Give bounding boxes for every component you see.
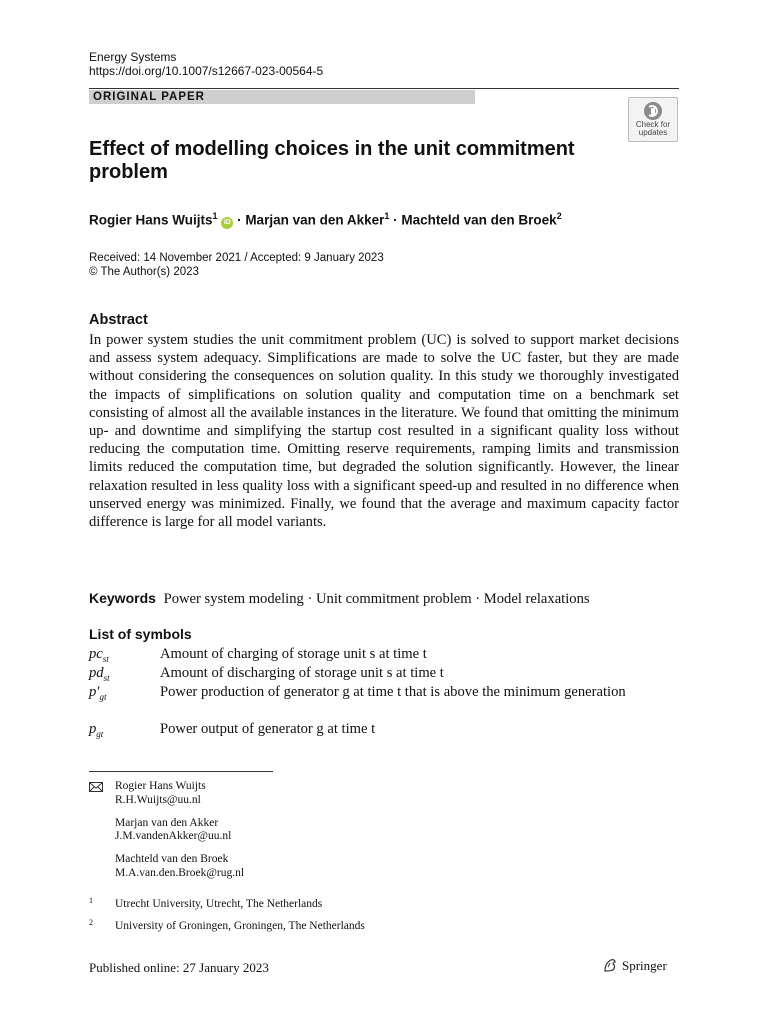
affiliation-number: 2	[89, 918, 93, 927]
orcid-icon[interactable]: iD	[221, 217, 233, 229]
springer-horse-icon	[602, 957, 618, 973]
publisher-logo[interactable]	[602, 957, 667, 974]
author-name[interactable]: Marjan van den Akker	[245, 212, 385, 228]
check-for-updates-badge[interactable]	[628, 97, 678, 142]
journal-name: Energy Systems	[89, 50, 177, 64]
author-separator: ·	[389, 212, 402, 228]
contact-email[interactable]: J.M.vandenAkker@uu.nl	[115, 830, 232, 843]
author-name[interactable]: Rogier Hans Wuijts	[89, 212, 213, 228]
abstract-text: In power system studies the unit commitment problem (UC) is solved to support market decisions and assess system adequacy. Simplifications are made to solve the UC faster, but they are made without considering the consequences on solution quality. In this study we thoroughly investigated the impacts of simplifications on solution quality and computation time on a benchmark set consisting of almost all the available instances in the literature. We found that omitting the minimum up- and downtime and simplifying the startup cost resulted in a significant quality loss without reducing the computation time. Omitting reserve requirements, ramping limits and transmission limits reduced the computation time, but degraded the solution significantly. However, the linear relaxation resulted in less quality loss with a significant speed-up and resulted in no difference when unserved energy was minimized. Finally, we found that the average and maximum capacity factor difference is large for all model variants.	[89, 332, 679, 531]
check-updates-line1: Check for	[635, 120, 671, 129]
affiliation-text: University of Groningen, Groningen, The Netherlands	[115, 920, 365, 932]
header-rule	[89, 88, 679, 89]
symbol-description: Power output of generator g at time t	[160, 721, 376, 737]
abstract-heading: Abstract	[89, 312, 148, 328]
paper-title: Effect of modelling choices in the unit commitment problem	[89, 138, 575, 183]
contact-name: Machteld van den Broek	[115, 853, 229, 866]
symbol: $p_{gt}$	[89, 721, 104, 739]
publisher-name: Springer	[622, 958, 667, 973]
contact-entry	[89, 780, 244, 808]
paper-type-label: ORIGINAL PAPER	[89, 90, 475, 104]
author-name[interactable]: Machteld van den Broek	[401, 212, 557, 228]
contact-name: Marjan van den Akker	[115, 816, 219, 829]
affiliation-entry	[89, 897, 365, 911]
affiliation-list	[89, 897, 365, 941]
symbol: $p'_{gt}$	[89, 684, 107, 702]
affiliation-text: Utrecht University, Utrecht, The Netherlands	[115, 898, 323, 910]
symbol: $pc_{st}$	[89, 646, 109, 664]
author-affiliation: 2	[556, 211, 562, 221]
keywords-text: Power system modeling · Unit commitment problem · Model relaxations	[163, 591, 590, 607]
journal-info	[89, 50, 323, 78]
symbols-heading: List of symbols	[89, 626, 192, 642]
author-affiliation: 1	[212, 211, 218, 221]
contact-entry	[89, 853, 244, 881]
journal-doi[interactable]: https://doi.org/10.1007/s12667-023-00564-5	[89, 64, 324, 78]
author-separator: ·	[233, 212, 246, 228]
keywords-heading: Keywords	[89, 590, 156, 606]
contact-entry	[89, 817, 244, 845]
affiliation-number: 1	[89, 896, 93, 905]
check-for-updates-icon	[642, 101, 664, 121]
received-accepted: Received: 14 November 2021 / Accepted: 9 January 2023	[89, 252, 384, 264]
envelope-icon	[89, 782, 103, 792]
author-affiliation: 1	[384, 211, 390, 221]
contact-name: Rogier Hans Wuijts	[115, 780, 206, 792]
contact-list	[89, 780, 244, 890]
symbol-description: Amount of charging of storage unit s at time t	[160, 646, 427, 662]
published-online: Published online: 27 January 2023	[89, 960, 269, 975]
symbol-description: Power production of generator g at time t that is above the minimum generation	[160, 684, 626, 700]
publication-dates	[89, 251, 384, 279]
symbol: $pd_{st}$	[89, 665, 110, 683]
author-list	[89, 208, 562, 229]
contact-email[interactable]: M.A.van.den.Broek@rug.nl	[115, 866, 245, 879]
keywords	[89, 590, 590, 608]
contact-email[interactable]: R.H.Wuijts@uu.nl	[115, 793, 201, 806]
symbol-description: Amount of discharging of storage unit s at time t	[160, 665, 444, 681]
footnote-rule	[89, 771, 273, 772]
affiliation-entry	[89, 919, 365, 933]
copyright: © The Author(s) 2023	[89, 266, 199, 278]
check-updates-line2: updates	[638, 128, 668, 137]
